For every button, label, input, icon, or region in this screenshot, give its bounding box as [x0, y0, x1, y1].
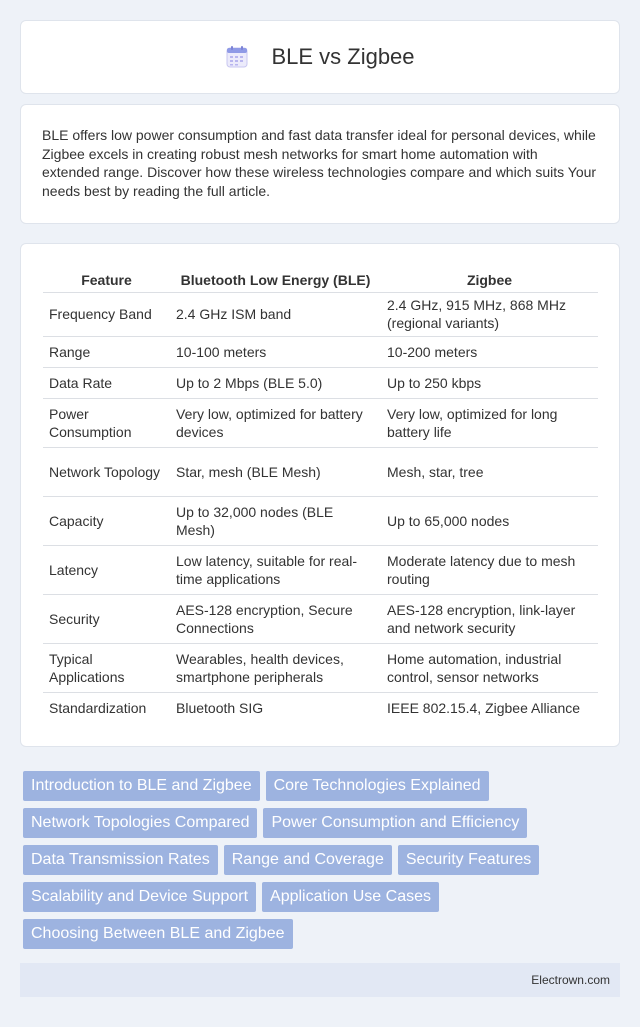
tag-core-technologies[interactable]: Core Technologies Explained: [266, 771, 489, 801]
table-cell: Star, mesh (BLE Mesh): [170, 447, 381, 496]
table-row: [43, 643, 598, 692]
calendar-icon: [225, 45, 249, 69]
table-header: Bluetooth Low Energy (BLE): [180, 271, 371, 288]
table-cell: Typical Applications: [43, 643, 170, 692]
table-cell: Very low, optimized for long battery life: [381, 398, 598, 447]
tag-range-coverage[interactable]: Range and Coverage: [224, 845, 392, 875]
table-cell: 2.4 GHz, 915 MHz, 868 MHz (regional variants): [381, 292, 598, 336]
table-row: [43, 545, 598, 594]
tag-application-use-cases[interactable]: Application Use Cases: [262, 882, 439, 912]
table-cell: Very low, optimized for battery devices: [170, 398, 381, 447]
intro-text: BLE offers low power consumption and fast data transfer ideal for personal devices, while Zigbee excels in creating robust mesh networks for smart home automation with extended range. Discover how these wireless technologies compare and which suits Your needs best by reading the full article.: [42, 127, 597, 199]
table-row: [43, 336, 598, 367]
tag-security-features[interactable]: Security Features: [398, 845, 539, 875]
table-cell: Up to 250 kbps: [381, 367, 598, 398]
table-row: [43, 292, 598, 336]
comparison-table-card: [20, 243, 620, 747]
table-cell: Up to 32,000 nodes (BLE Mesh): [170, 496, 381, 545]
table-cell: 10-100 meters: [170, 336, 381, 367]
tag-scalability[interactable]: Scalability and Device Support: [23, 882, 256, 912]
footer-site[interactable]: Electrown.com: [531, 973, 610, 987]
table-cell: Range: [43, 336, 170, 367]
table-row: [43, 447, 598, 496]
table-cell: Wearables, health devices, smartphone peripherals: [170, 643, 381, 692]
table-cell: Home automation, industrial control, sensor networks: [381, 643, 598, 692]
topic-tags: [20, 768, 620, 953]
table-row: [43, 496, 598, 545]
table-cell: Power Consumption: [43, 398, 170, 447]
table-cell: 2.4 GHz ISM band: [170, 292, 381, 336]
table-cell: Standardization: [43, 692, 170, 723]
table-cell: Bluetooth SIG: [170, 692, 381, 723]
page-title: BLE vs Zigbee: [271, 44, 415, 69]
footer: [20, 963, 620, 997]
table-row: [43, 398, 598, 447]
table-header-row: [43, 264, 598, 292]
table-cell: Moderate latency due to mesh routing: [381, 545, 598, 594]
table-cell: Security: [43, 594, 170, 643]
table-cell: 10-200 meters: [381, 336, 598, 367]
tag-data-transmission[interactable]: Data Transmission Rates: [23, 845, 218, 875]
table-cell: Frequency Band: [43, 292, 170, 336]
table-cell: Up to 2 Mbps (BLE 5.0): [170, 367, 381, 398]
table-cell: AES-128 encryption, Secure Connections: [170, 594, 381, 643]
intro-card: [20, 104, 620, 224]
tag-introduction[interactable]: Introduction to BLE and Zigbee: [23, 771, 260, 801]
comparison-table: [43, 264, 598, 723]
table-header: Zigbee: [466, 271, 513, 288]
table-row: [43, 594, 598, 643]
table-cell: Network Topology: [43, 447, 170, 496]
table-cell: Latency: [43, 545, 170, 594]
table-cell: Capacity: [43, 496, 170, 545]
title-card: [20, 20, 620, 94]
table-header: Feature: [81, 271, 132, 288]
table-cell: IEEE 802.15.4, Zigbee Alliance: [381, 692, 598, 723]
table-row: [43, 367, 598, 398]
tag-network-topologies[interactable]: Network Topologies Compared: [23, 808, 257, 838]
tag-power-consumption[interactable]: Power Consumption and Efficiency: [263, 808, 527, 838]
table-cell: AES-128 encryption, link-layer and network security: [381, 594, 598, 643]
table-cell: Data Rate: [43, 367, 170, 398]
table-row: [43, 692, 598, 723]
table-cell: Up to 65,000 nodes: [381, 496, 598, 545]
table-cell: Mesh, star, tree: [381, 447, 598, 496]
tag-choosing[interactable]: Choosing Between BLE and Zigbee: [23, 919, 293, 949]
table-cell: Low latency, suitable for real-time applications: [170, 545, 381, 594]
